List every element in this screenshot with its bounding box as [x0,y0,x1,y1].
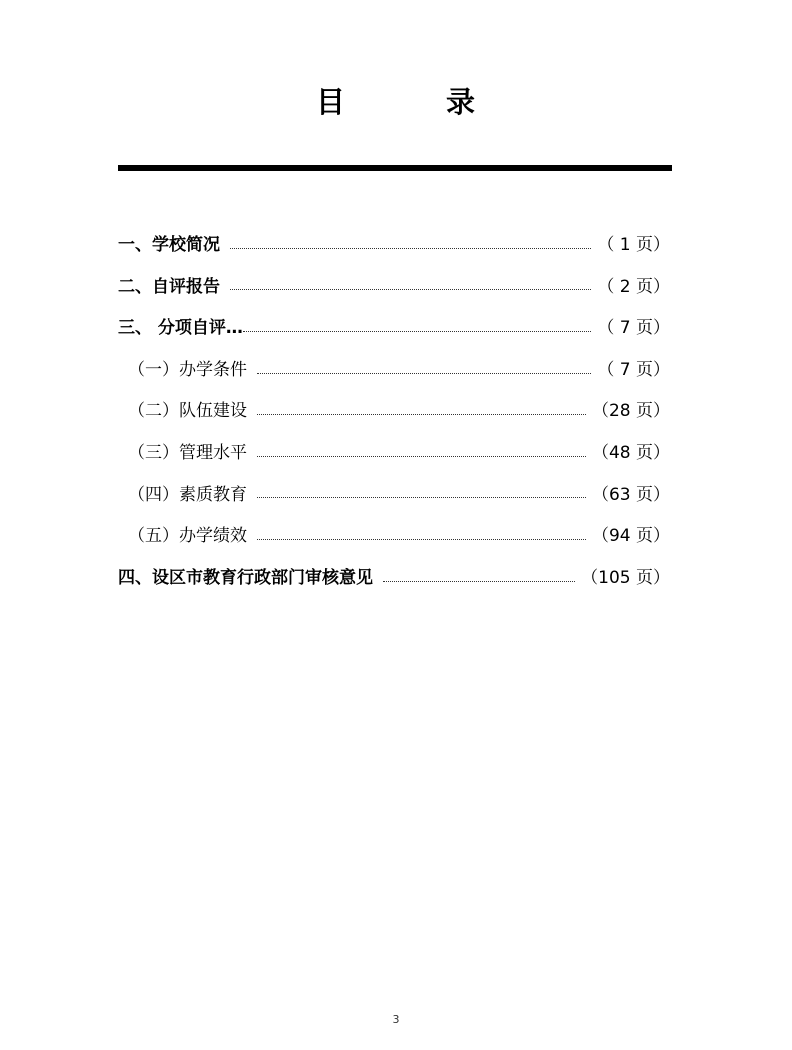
toc-entry-management-level[interactable] [118,433,670,475]
toc-leader-dots [383,580,575,582]
toc-entry-quality-education[interactable] [118,475,670,517]
toc-leader-dots [230,288,591,290]
toc-entry-label: 二、自评报告 [118,276,220,297]
toc-entry-page: （105 页） [581,567,670,588]
title-char-2: 录 [446,85,476,119]
toc-entry-label: （五）办学绩效 [128,526,247,547]
toc-leader-dots [230,247,591,249]
toc-leader-dots [257,455,586,457]
toc-leader-dots [257,496,586,498]
toc-entry-self-evaluation-report[interactable] [118,267,670,309]
toc-entry-page: （48 页） [591,442,670,463]
title-char-1: 目 [316,85,346,119]
page-number: 3 [392,1013,400,1026]
toc-entry-label: （一）办学条件 [128,359,247,380]
toc-entry-page: （ 7 页） [597,359,670,380]
page-title [0,82,792,122]
toc-entry-page: （ 7 页） [597,318,670,339]
toc-entry-school-overview[interactable] [118,225,670,267]
toc-entry-label: （三）管理水平 [128,442,247,463]
toc-entry-school-performance[interactable] [118,516,670,558]
toc-entry-page: （ 2 页） [597,276,670,297]
toc-entry-page: （94 页） [591,526,670,547]
toc-leader-dots [257,372,591,374]
toc-leader-dots [257,413,586,415]
toc-entry-label: （二）队伍建设 [128,401,247,422]
toc-entry-label: 四、设区市教育行政部门审核意见 [118,567,373,588]
toc-entry-label: （四）素质教育 [128,484,247,505]
toc-entry-page: （63 页） [591,484,670,505]
table-of-contents [118,225,670,599]
toc-entry-school-conditions[interactable] [118,350,670,392]
toc-entry-review-opinion[interactable] [118,558,670,600]
title-divider [118,165,672,171]
toc-entry-itemized-evaluation[interactable] [118,308,670,350]
toc-entry-page: （ 1 页） [597,235,670,255]
toc-leader-dots [243,330,591,332]
toc-leader-dots [257,538,586,540]
toc-entry-page: （28 页） [591,401,670,422]
toc-entry-team-building[interactable] [118,391,670,433]
toc-entry-label: 三、 分项自评… [118,318,243,339]
toc-entry-label: 一、学校简况 [118,235,220,255]
